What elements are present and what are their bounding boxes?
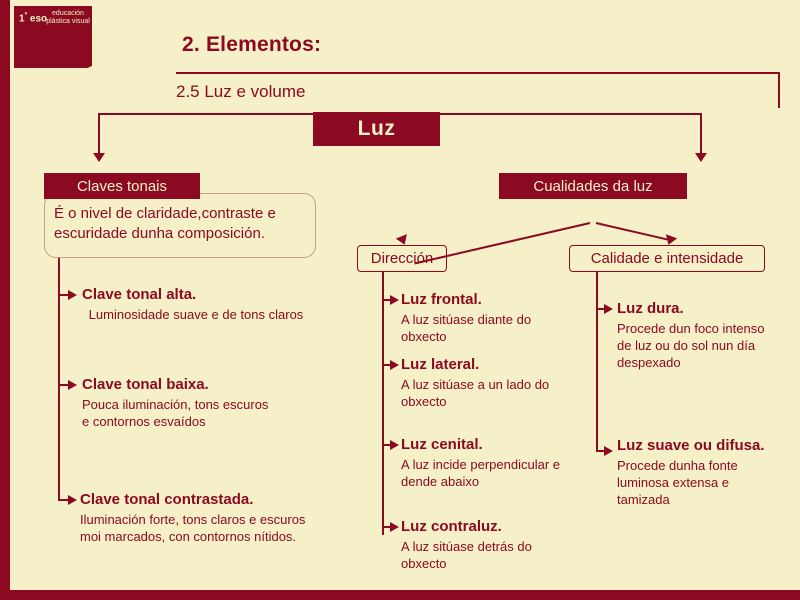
bottom-accent-band (0, 590, 800, 600)
item-luz-contraluz-title: Luz contraluz. (401, 518, 502, 535)
item-luz-frontal-title: Luz frontal. (401, 291, 482, 308)
node-calidade-e-intensidade-label: Calidade e intensidade (590, 250, 744, 267)
arrow-to-claves-tonais (93, 153, 105, 162)
node-claves-tonais-label: Claves tonais (76, 177, 168, 195)
item-luz-suave-title: Luz suave ou difusa. (617, 437, 765, 454)
node-cualidades-da-luz-label: Cualidades da luz (533, 177, 653, 195)
arrow-luz-suave (604, 446, 613, 456)
item-luz-frontal-desc: A luz sitúase diante do obxecto (401, 312, 532, 344)
item-luz-dura-title: Luz dura. (617, 300, 684, 317)
arrow-luz-frontal (390, 295, 399, 305)
header-rule-vertical (778, 72, 780, 108)
logo-course-label: $1^º$ eso (19, 12, 48, 25)
item-clave-tonal-contrastada-desc: Iluminación forte, tons claros e escuros moi marcados, con contornos nítidos. (80, 512, 306, 544)
page-subtitle: 2.5 Luz e volume (176, 82, 306, 101)
connector-direccion-3 (382, 444, 390, 446)
connector-calidade-spine (596, 272, 598, 452)
item-clave-tonal-contrastada-title: Clave tonal contrastada. (80, 491, 254, 508)
item-luz-lateral (401, 356, 551, 410)
item-luz-cenital-desc: A luz incide perpendicular e dende abaixo (401, 457, 560, 489)
arrow-luz-dura (604, 304, 613, 314)
item-luz-cenital (401, 436, 587, 490)
node-direccion-label: Dirección (370, 250, 434, 267)
left-accent-band (0, 0, 10, 600)
arrow-clave-baixa (68, 380, 77, 390)
connector-root-horizontal (98, 113, 702, 115)
connector-calidade-1 (596, 308, 604, 310)
item-clave-tonal-alta-title: Clave tonal alta. (82, 286, 197, 303)
node-calidade-e-intensidade (569, 245, 765, 272)
connector-claves-2 (58, 384, 68, 386)
connector-direccion-spine (382, 272, 384, 535)
item-luz-cenital-title: Luz cenital. (401, 436, 483, 453)
item-luz-lateral-desc: A luz sitúase a un lado do obxecto (401, 377, 550, 409)
item-luz-suave-desc: Procede dunha fonte luminosa extensa e tamizada (617, 458, 738, 507)
item-clave-tonal-baixa-desc: Pouca iluminación, tons escuros e contornos esvaídos (82, 397, 269, 429)
connector-claves-3 (58, 499, 68, 501)
arrow-luz-cenital (390, 440, 399, 450)
connector-cualidades-to-calidade (596, 222, 672, 241)
arrow-clave-alta (68, 290, 77, 300)
item-luz-lateral-title: Luz lateral. (401, 356, 480, 373)
arrow-clave-contrastada (68, 495, 77, 505)
connector-claves-1 (58, 294, 68, 296)
page-title: 2. Elementos: (182, 33, 322, 56)
item-luz-dura-desc: Procede dun foco intenso de luz ou do sol nun día despexado (617, 321, 765, 370)
connector-root-right-vertical (700, 113, 702, 155)
item-luz-contraluz (401, 518, 571, 572)
arrow-luz-lateral (390, 360, 399, 370)
arrow-to-cualidades (695, 153, 707, 162)
node-claves-tonais (44, 173, 200, 199)
connector-root-left-vertical (98, 113, 100, 155)
logo-subject-label: educación plástica visual (46, 10, 90, 25)
item-luz-frontal (401, 291, 577, 345)
item-clave-tonal-alta (82, 286, 310, 323)
connector-direccion-4 (382, 526, 390, 528)
arrow-luz-contraluz (390, 522, 399, 532)
node-cualidades-da-luz (499, 173, 687, 199)
claves-tonais-description: É o nivel de claridade,contraste e escuridade dunha composición. (54, 205, 276, 242)
item-clave-tonal-contrastada (80, 491, 328, 545)
item-clave-tonal-baixa (82, 376, 272, 430)
item-luz-dura (617, 300, 777, 371)
item-clave-tonal-baixa-title: Clave tonal baixa. (82, 376, 209, 393)
node-luz (313, 112, 440, 146)
item-clave-tonal-alta-desc: Luminosidade suave e de tons claros (88, 307, 304, 322)
course-logo (14, 6, 92, 68)
node-luz-label: Luz (357, 117, 396, 140)
item-luz-suave (617, 437, 775, 508)
connector-calidade-2 (596, 450, 604, 452)
connector-direccion-2 (382, 364, 390, 366)
header-rule (176, 72, 780, 74)
connector-direccion-1 (382, 299, 390, 301)
node-direccion (357, 245, 447, 272)
item-luz-contraluz-desc: A luz sitúase detrás do obxecto (401, 539, 532, 571)
